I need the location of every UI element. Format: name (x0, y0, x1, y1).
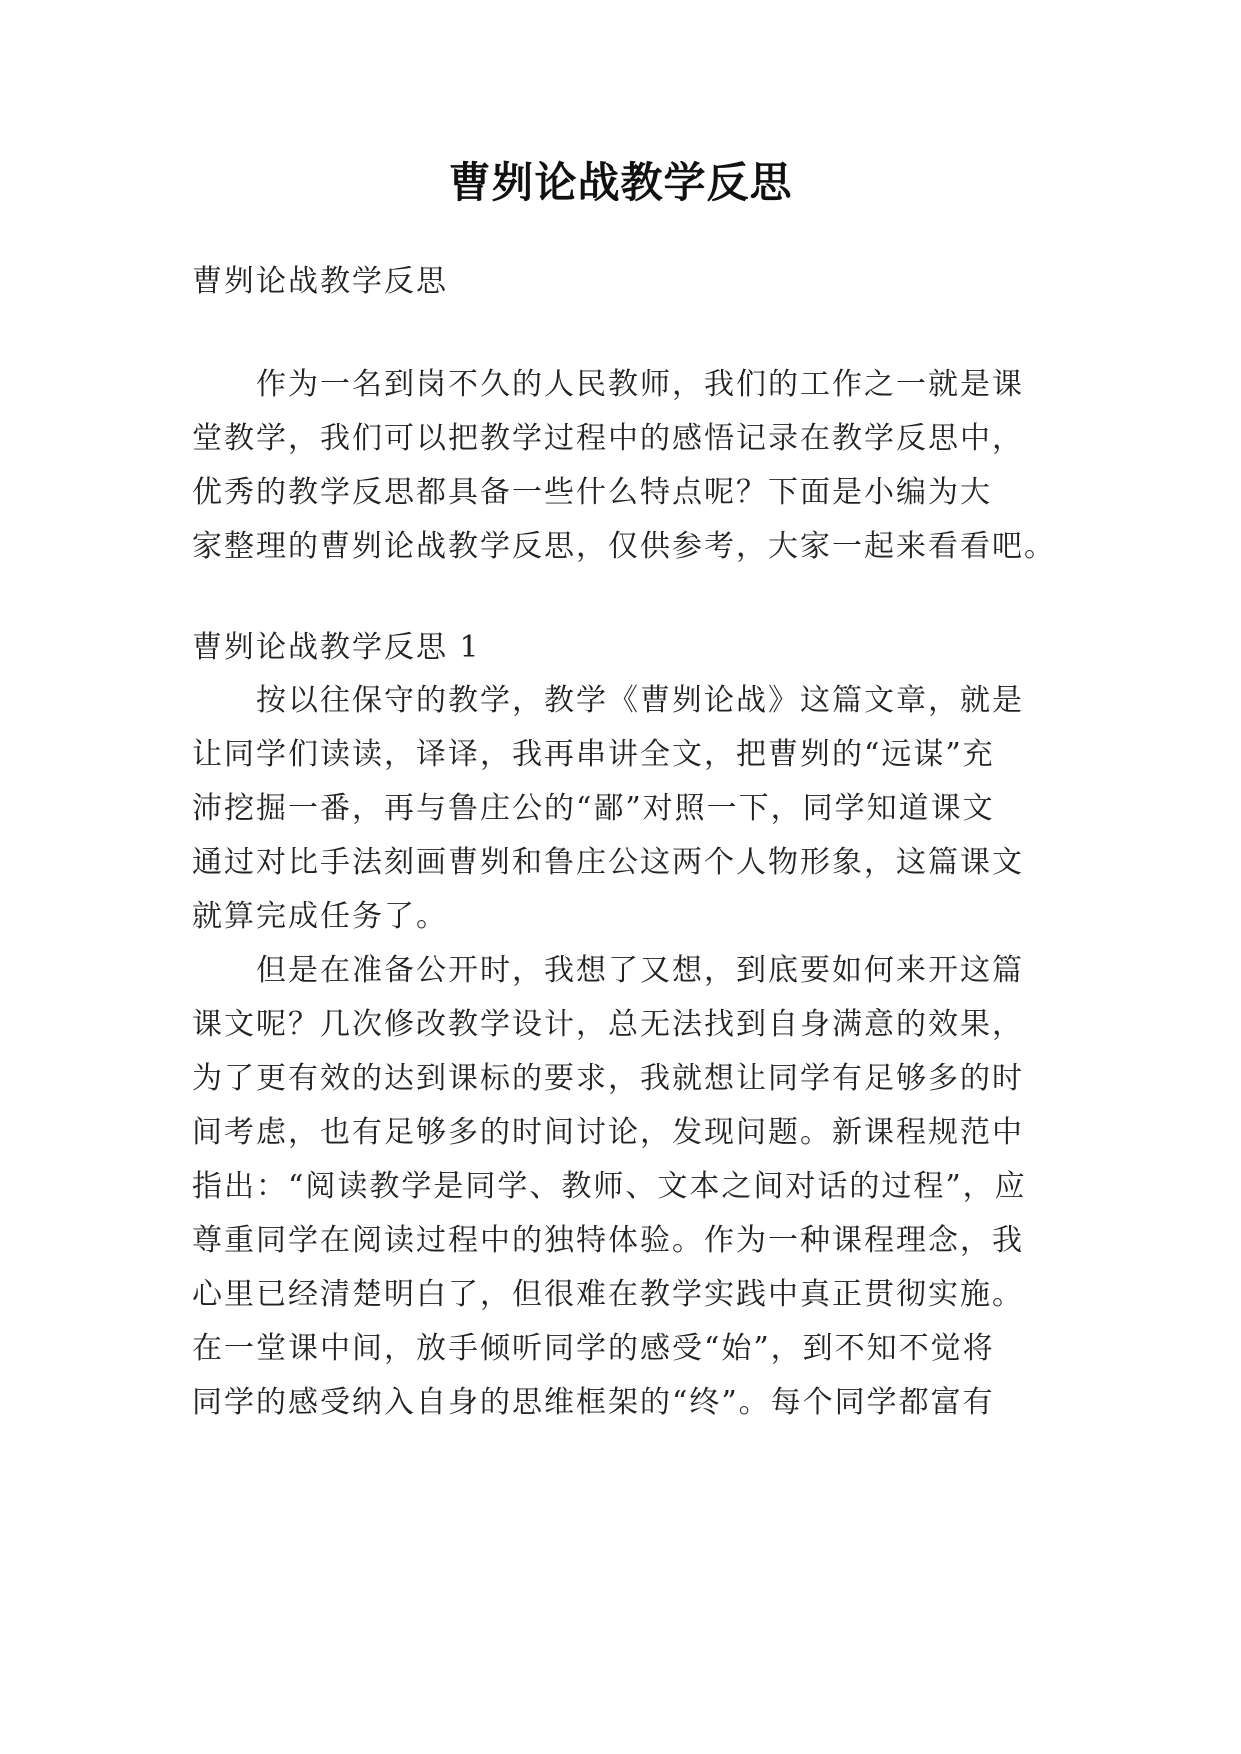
section-heading: 曹刿论战教学反思 1 (192, 630, 481, 665)
intro-line: 家整理的曹刿论战教学反思，仅供参考，大家一起来看看吧。 (192, 529, 1056, 564)
paragraph-line: 在一堂课中间，放手倾听同学的感受“始”，到不知不觉将 (192, 1331, 995, 1366)
paragraph-line: 同学的感受纳入自身的思维框架的“终”。每个同学都富有 (192, 1385, 995, 1420)
paragraph-line: 但是在准备公开时，我想了又想，到底要如何来开这篇 (256, 953, 1024, 988)
paragraph-line: 指出：“阅读教学是同学、教师、文本之间对话的过程”，应 (192, 1169, 1027, 1204)
paragraph-line: 通过对比手法刻画曹刿和鲁庄公这两个人物形象，这篇课文 (192, 845, 1024, 880)
paragraph-line: 为了更有效的达到课标的要求，我就想让同学有足够多的时 (192, 1061, 1024, 1096)
intro-line: 作为一名到岗不久的人民教师，我们的工作之一就是课 (256, 367, 1024, 402)
subtitle: 曹刿论战教学反思 (192, 264, 448, 299)
paragraph-line: 课文呢？几次修改教学设计，总无法找到自身满意的效果， (192, 1007, 1024, 1042)
intro-line: 堂教学，我们可以把教学过程中的感悟记录在教学反思中， (192, 421, 1024, 456)
paragraph-line: 沛挖掘一番，再与鲁庄公的“鄙”对照一下，同学知道课文 (192, 791, 995, 826)
paragraph-line: 就算完成任务了。 (192, 899, 448, 934)
paragraph-line: 让同学们读读，译译，我再串讲全文，把曹刿的“远谋”充 (192, 737, 995, 772)
intro-line: 优秀的教学反思都具备一些什么特点呢？下面是小编为大 (192, 475, 992, 510)
paragraph-line: 心里已经清楚明白了，但很难在教学实践中真正贯彻实施。 (192, 1277, 1024, 1312)
paragraph-line: 间考虑，也有足够多的时间讨论，发现问题。新课程规范中 (192, 1115, 1024, 1150)
document-title: 曹刿论战教学反思 (448, 158, 793, 207)
paragraph-line: 尊重同学在阅读过程中的独特体验。作为一种课程理念，我 (192, 1223, 1024, 1258)
paragraph-line: 按以往保守的教学，教学《曹刿论战》这篇文章，就是 (256, 683, 1024, 718)
